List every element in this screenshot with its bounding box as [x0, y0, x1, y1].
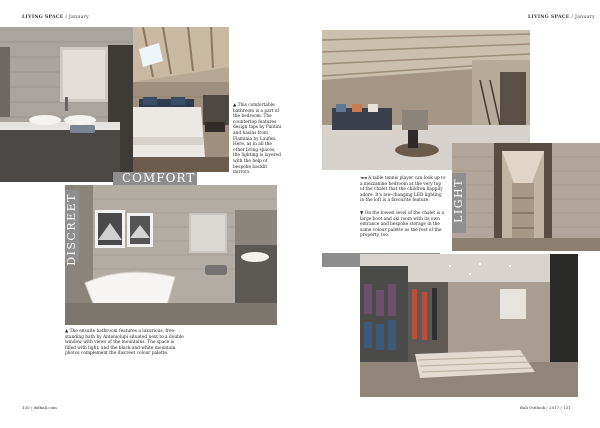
right-running-header: LIVING SPACE / January	[528, 15, 596, 20]
caption-ensuite-bath: ▲ The ensuite bathroom features a luxurious, free-standing bath by Antoniolupi situated next to a double window with views of the mountains. The space is filled with light, and the black-and-white mountain photos complement the discreet colour palette.	[65, 329, 184, 357]
discreet-label: DISCREET	[65, 193, 78, 266]
photo-bedroom	[133, 27, 229, 172]
caption-attic: ◄◄ A table tennis player can look up to a mezzanine bedroom at the very top of the chalet that the children happily adore. It's low-changing LED lighting in the loft is a favourite feature.	[360, 176, 446, 204]
photo-bathroom-sink	[0, 27, 135, 182]
light-label: LIGHT	[452, 178, 465, 223]
caption-boot-room: ▼ On the lowest level of the chalet is a large boot and ski room with its own entrance and bespoke storage in the same colour palette as the rest of the property, too.	[360, 211, 445, 239]
photo-ski-boot-room	[360, 254, 578, 397]
right-folio: Bali Outlook / 2017 / 131	[520, 405, 571, 410]
left-folio: 130 / dsfbali.com	[22, 405, 57, 410]
comfort-label: COMFORT	[122, 171, 196, 185]
caption-bedroom-bathroom: ▲ This comfortable bathroom is a part of the bedroom. The countertop features design taps by Fantini and basins from Flaminia by Laufen. Here, as in all the other living spaces, the lighting is layered with the help of bespoke backlit mirrors.	[233, 103, 282, 176]
left-running-header: LIVING SPACE / January	[22, 15, 90, 20]
photo-mezzanine-ladder	[452, 143, 600, 251]
photo-freestanding-bath	[65, 185, 277, 325]
